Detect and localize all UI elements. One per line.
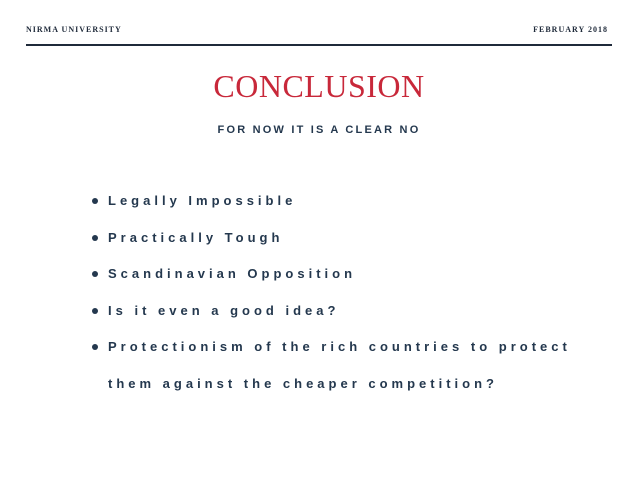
bullet-item bbox=[92, 220, 612, 257]
slide-subtitle: FOR NOW IT IS A CLEAR NO bbox=[217, 124, 421, 136]
bullet-dot-icon bbox=[92, 235, 98, 241]
header-divider bbox=[26, 44, 612, 46]
conclusion-bullet-list bbox=[92, 183, 612, 403]
bullet-dot-icon bbox=[92, 271, 98, 277]
bullet-text: Protectionism of the rich countries to protect them against the cheaper competition? bbox=[108, 339, 571, 391]
bullet-text: Scandinavian Opposition bbox=[108, 266, 357, 282]
bullet-item bbox=[92, 256, 612, 293]
bullet-dot-icon bbox=[92, 308, 98, 314]
bullet-text: Practically Tough bbox=[108, 229, 284, 245]
bullet-text: Legally Impossible bbox=[108, 193, 297, 208]
slide-title: CONCLUSION bbox=[213, 68, 425, 104]
header-organization: NIRMA UNIVERSITY bbox=[26, 25, 122, 34]
bullet-item bbox=[92, 293, 612, 330]
bullet-dot-icon bbox=[92, 344, 98, 350]
bullet-dot-icon bbox=[92, 198, 98, 204]
bullet-item bbox=[92, 183, 612, 220]
header-date: FEBRUARY 2018 bbox=[533, 25, 608, 34]
bullet-text: Is it even a good idea? bbox=[108, 302, 340, 318]
bullet-item bbox=[92, 329, 612, 402]
